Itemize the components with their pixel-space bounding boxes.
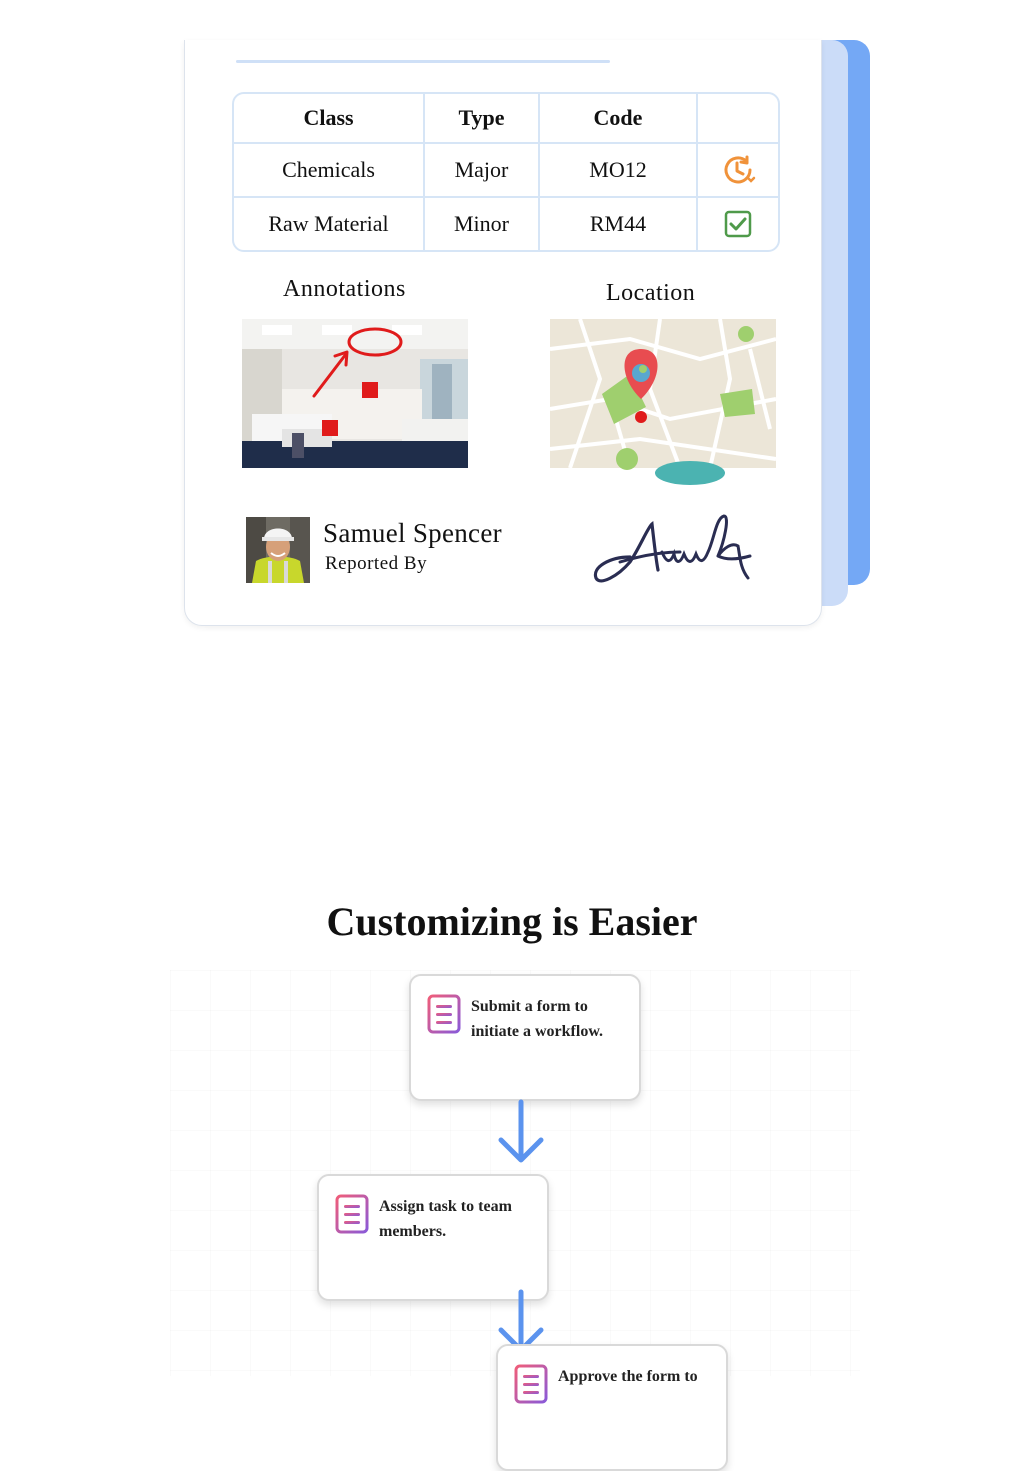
workflow-step-text: Submit a form to initiate a workflow. <box>471 998 603 1040</box>
cell-type: Major <box>425 144 540 198</box>
cell-status <box>698 144 778 198</box>
location-map[interactable] <box>550 319 776 468</box>
form-document-icon <box>335 1194 369 1234</box>
workflow-step-assign[interactable] <box>317 1174 549 1301</box>
annotated-office-photo[interactable] <box>242 319 468 468</box>
form-document-icon <box>514 1364 548 1404</box>
inventory-table <box>232 92 780 252</box>
workflow-step-text: Assign task to team members. <box>379 1198 512 1240</box>
form-document-icon <box>427 994 461 1034</box>
reporter-role: Reported By <box>325 553 428 574</box>
workflow-step-approve[interactable] <box>496 1344 728 1471</box>
table-header-row <box>234 94 778 144</box>
divider <box>236 60 610 63</box>
annotations-label: Annotations <box>283 276 406 302</box>
clock-refresh-icon <box>720 152 756 188</box>
cell-class: Raw Material <box>234 198 425 250</box>
column-header-status <box>698 94 778 144</box>
reporter-name: Samuel Spencer <box>323 518 502 548</box>
report-card <box>184 40 822 626</box>
workflow-diagram <box>170 970 860 1385</box>
cell-code: MO12 <box>540 144 698 198</box>
checkbox-checked-icon <box>723 209 753 239</box>
cell-class: Chemicals <box>234 144 425 198</box>
location-label: Location <box>606 280 696 306</box>
avatar <box>246 517 310 583</box>
column-header-class: Class <box>234 94 425 144</box>
cell-type: Minor <box>425 198 540 250</box>
column-header-type: Type <box>425 94 540 144</box>
table-row[interactable] <box>234 144 778 198</box>
table-row[interactable] <box>234 198 778 250</box>
signature <box>590 512 755 590</box>
workflow-step-submit[interactable] <box>409 974 641 1101</box>
arrow-down-icon <box>495 1102 547 1164</box>
cell-code: RM44 <box>540 198 698 250</box>
cell-status <box>698 198 778 250</box>
workflow-step-text: Approve the form to <box>558 1368 698 1385</box>
section-heading: Customizing is Easier <box>326 899 698 944</box>
column-header-code: Code <box>540 94 698 144</box>
